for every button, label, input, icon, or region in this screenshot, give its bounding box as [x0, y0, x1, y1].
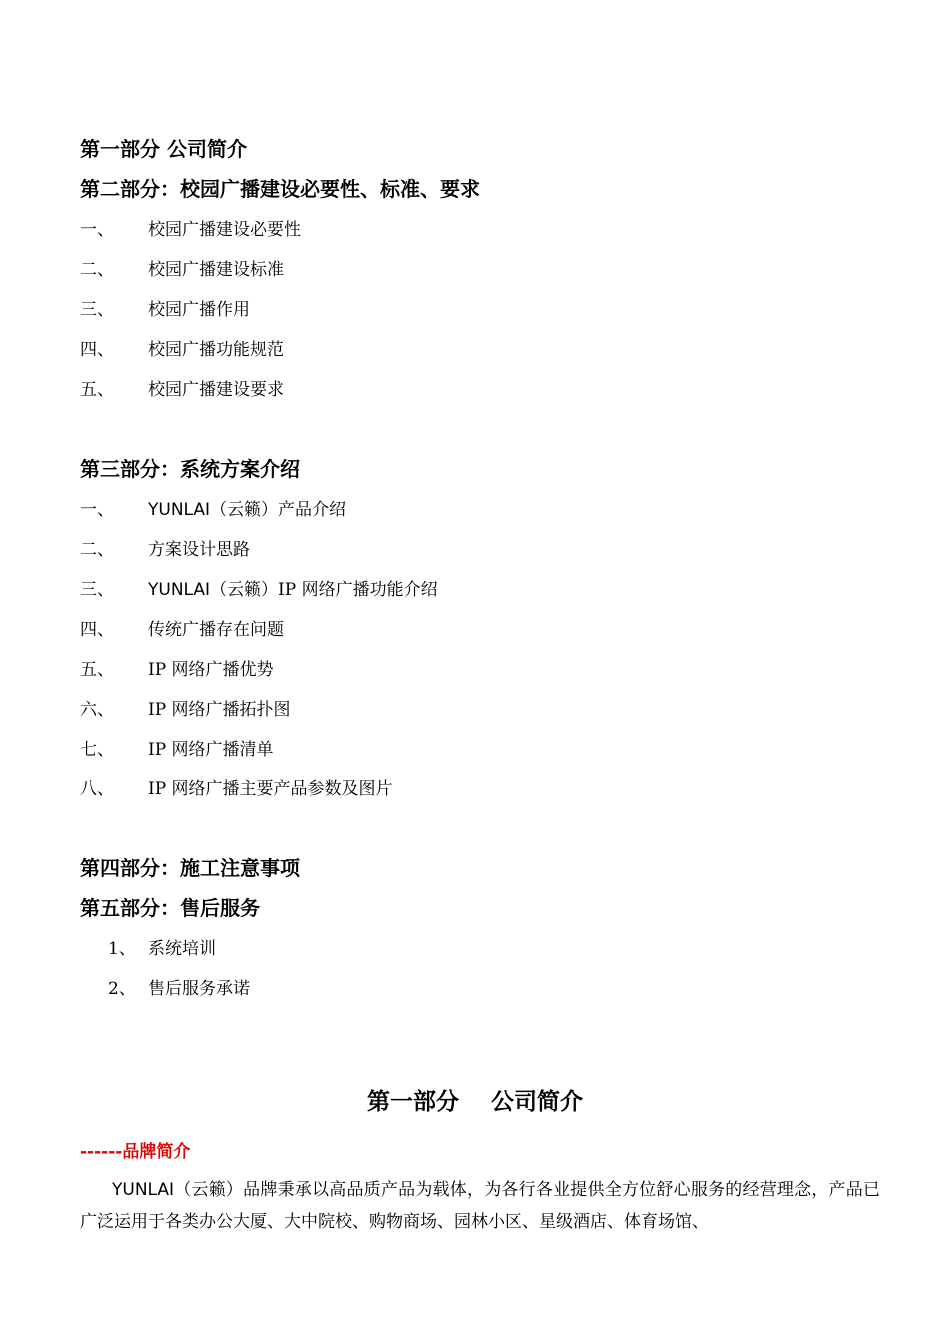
toc-item-text: IP 网络广播拓扑图: [148, 700, 291, 720]
toc-item-text: 校园广播建设标准: [148, 260, 284, 280]
toc-item-number: 五、: [80, 380, 114, 400]
toc-item-number: 八、: [80, 779, 114, 799]
toc-item-text: 校园广播建设要求: [148, 380, 284, 400]
toc-item-text: IP 网络广播优势: [148, 660, 274, 680]
toc-item-number: 三、: [80, 300, 114, 320]
toc-item-number: 二、: [80, 540, 114, 560]
toc-item-number: 一、: [80, 500, 114, 520]
toc-item-suffix: （云籁）IP 网络广播功能介绍: [210, 580, 438, 600]
toc-part1-heading: 第一部分 公司简介: [80, 137, 247, 161]
brand-name: YUNLAI: [112, 1180, 175, 1200]
toc-item-text: IP 网络广播清单: [148, 740, 274, 760]
brand-intro-heading: ------品牌简介: [80, 1142, 191, 1162]
toc-item-number: 六、: [80, 700, 114, 720]
toc-item-text: [148, 499, 346, 521]
toc-item-number: 四、: [80, 340, 114, 360]
brand-name: YUNLAI: [148, 500, 211, 520]
toc-item-text: 方案设计思路: [148, 540, 250, 560]
toc-item-text: 售后服务承诺: [148, 979, 250, 999]
toc-item-text: 校园广播功能规范: [148, 340, 284, 360]
toc-item-number: 七、: [80, 740, 114, 760]
toc-item-number: 三、: [80, 580, 114, 600]
toc-part3-heading: 第三部分：系统方案介绍: [80, 457, 300, 481]
toc-item-number: 1、: [108, 939, 136, 959]
toc-item-text: 传统广播存在问题: [148, 620, 284, 640]
toc-item-number: 四、: [80, 620, 114, 640]
brand-intro-paragraph: [80, 1174, 880, 1238]
toc-item-text: [148, 579, 438, 601]
toc-item-number: 二、: [80, 260, 114, 280]
brand-name: YUNLAI: [148, 580, 211, 600]
toc-item-number: 2、: [108, 979, 136, 999]
toc-item-text: 校园广播作用: [148, 300, 250, 320]
toc-part2-heading: 第二部分：校园广播建设必要性、标准、要求: [80, 177, 480, 201]
toc-item-text: 校园广播建设必要性: [148, 220, 301, 240]
toc-part5-heading: 第五部分：售后服务: [80, 896, 260, 920]
section-title: 第一部分 公司简介: [366, 1089, 584, 1115]
toc-part4-heading: 第四部分：施工注意事项: [80, 856, 300, 880]
toc-item-number: 五、: [80, 660, 114, 680]
toc-item-suffix: （云籁）产品介绍: [210, 500, 347, 520]
brand-intro-text: （云籁）品牌秉承以高品质产品为载体，为各行各业提供全方位舒心服务的经营理念，产品已广泛运用于各类办公大厦、大中院校、购物商场、园林小区、星级酒店、体育场馆、: [80, 1180, 880, 1232]
toc-item-text: 系统培训: [148, 939, 216, 959]
toc-item-text: IP 网络广播主要产品参数及图片: [148, 779, 393, 799]
toc-item-number: 一、: [80, 220, 114, 240]
